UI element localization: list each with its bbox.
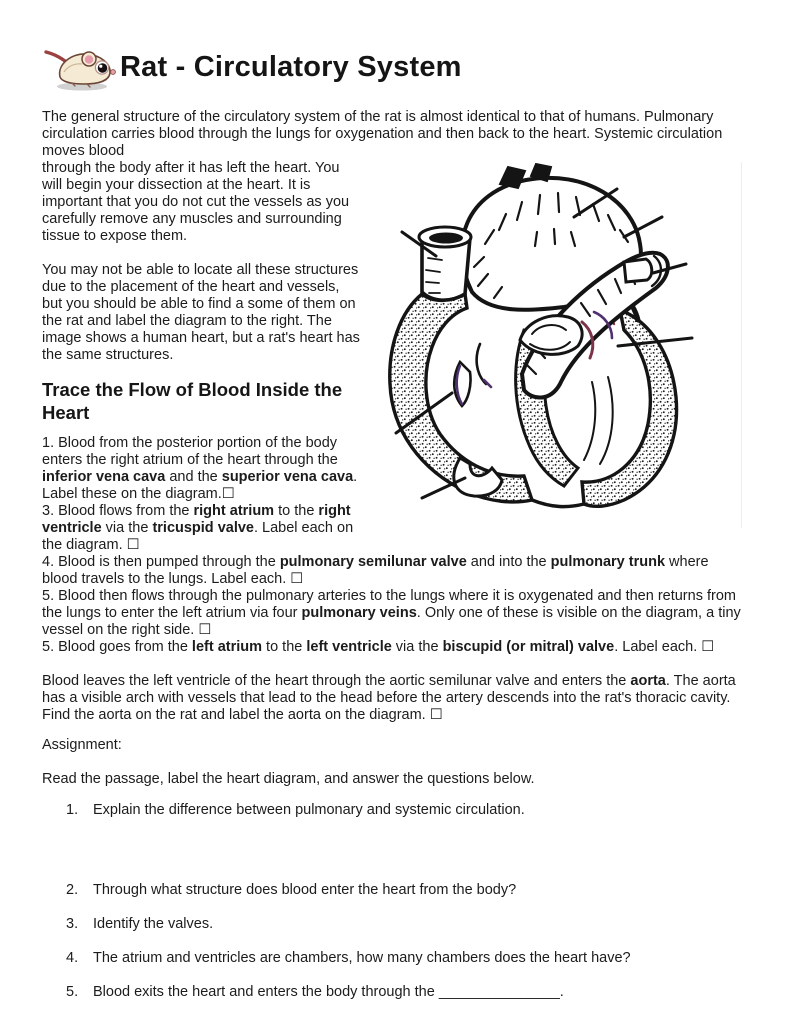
question-text-with-blank: Blood exits the heart and enters the body through the _______________. <box>93 984 564 1000</box>
intro-paragraph-2: You may not be able to locate all these structures due to the placement of the heart and vessels, but you should be able to find a some of them on the rat and label the diagram to the right. The image shows a human heart, but a rat's heart has the same structures. <box>42 262 360 363</box>
aorta-paragraph: Blood leaves the left ventricle of the heart through the aortic semilunar valve and enters the aorta. The aorta has a visible arch with vessels that lead to the head before the artery descends into the rat's thoracic cavity. Find the aorta on the rat and label the aorta on the diagram. ☐ <box>42 673 736 723</box>
page-title: Rat - Circulatory System <box>120 50 462 83</box>
question-text: Through what structure does blood enter the heart from the body? <box>93 882 517 898</box>
aortic-valve <box>520 316 582 355</box>
assignment-label: Assignment: <box>42 737 122 753</box>
instructions: Read the passage, label the heart diagram, and answer the questions below. <box>42 771 535 787</box>
wall-flap <box>454 458 502 496</box>
question-text: The atrium and ventricles are chambers, how many chambers does the heart have? <box>93 950 631 966</box>
flow-step: 5. Blood then flows through the pulmonary arteries to the lungs where it is oxygenated and then returns from the lungs to enter the left atrium via four pulmonary veins. Only one of these is visible on the diagram, a tiny vessel on the right side. ☐ <box>42 588 741 638</box>
pulmonary-vein-stub <box>624 259 652 282</box>
question-number: 4. <box>66 950 79 966</box>
header <box>42 42 742 92</box>
flow-heading: Trace the Flow of Blood Inside the Heart <box>42 379 343 423</box>
intro-paragraph-1b-text: through the body after it has left the heart. You will begin your dissection at the heart. It is important that you do not cut the vessels as you carefully remove any muscles and surrounding tissue to expose them. <box>42 160 350 244</box>
intro-paragraph-1-continued <box>42 160 742 245</box>
question-1 <box>66 802 742 819</box>
question-text: Explain the difference between pulmonary and systemic circulation. <box>93 802 525 818</box>
heart-diagram <box>372 162 742 528</box>
intro-paragraph-1: The general structure of the circulatory system of the rat is almost identical to that of humans. Pulmonary circulation carries blood through the lungs for oxygenation and then back to the heart. Systemic circulation moves blood <box>42 109 723 159</box>
question-4 <box>66 950 742 967</box>
flow-step: 5. Blood goes from the left atrium to the left ventricle via the biscupid (or mitral) valve. Label each. ☐ <box>42 639 715 655</box>
question-3 <box>66 916 742 933</box>
question-text: Identify the valves. <box>93 916 214 932</box>
question-number: 1. <box>66 802 79 818</box>
heart-diagram-figure <box>372 162 742 528</box>
question-list <box>66 802 742 1001</box>
question-5 <box>66 984 742 1001</box>
question-number: 3. <box>66 916 79 932</box>
question-number: 5. <box>66 984 79 1000</box>
flow-step: 4. Blood is then pumped through the pulmonary semilunar valve and into the pulmonary trunk where blood travels to the lungs. Label each. ☐ <box>42 554 709 587</box>
rat-icon <box>42 42 118 92</box>
flow-step: 3. Blood flows from the right atrium to the right ventricle via the tricuspid valve. Label each on the diagram. ☐ <box>42 503 354 553</box>
question-number: 2. <box>66 882 79 898</box>
question-2 <box>66 882 742 899</box>
flow-step: 1. Blood from the posterior portion of the body enters the right atrium of the heart through the inferior vena cava and the superior vena cava. Label these on the diagram.☐ <box>42 435 358 502</box>
